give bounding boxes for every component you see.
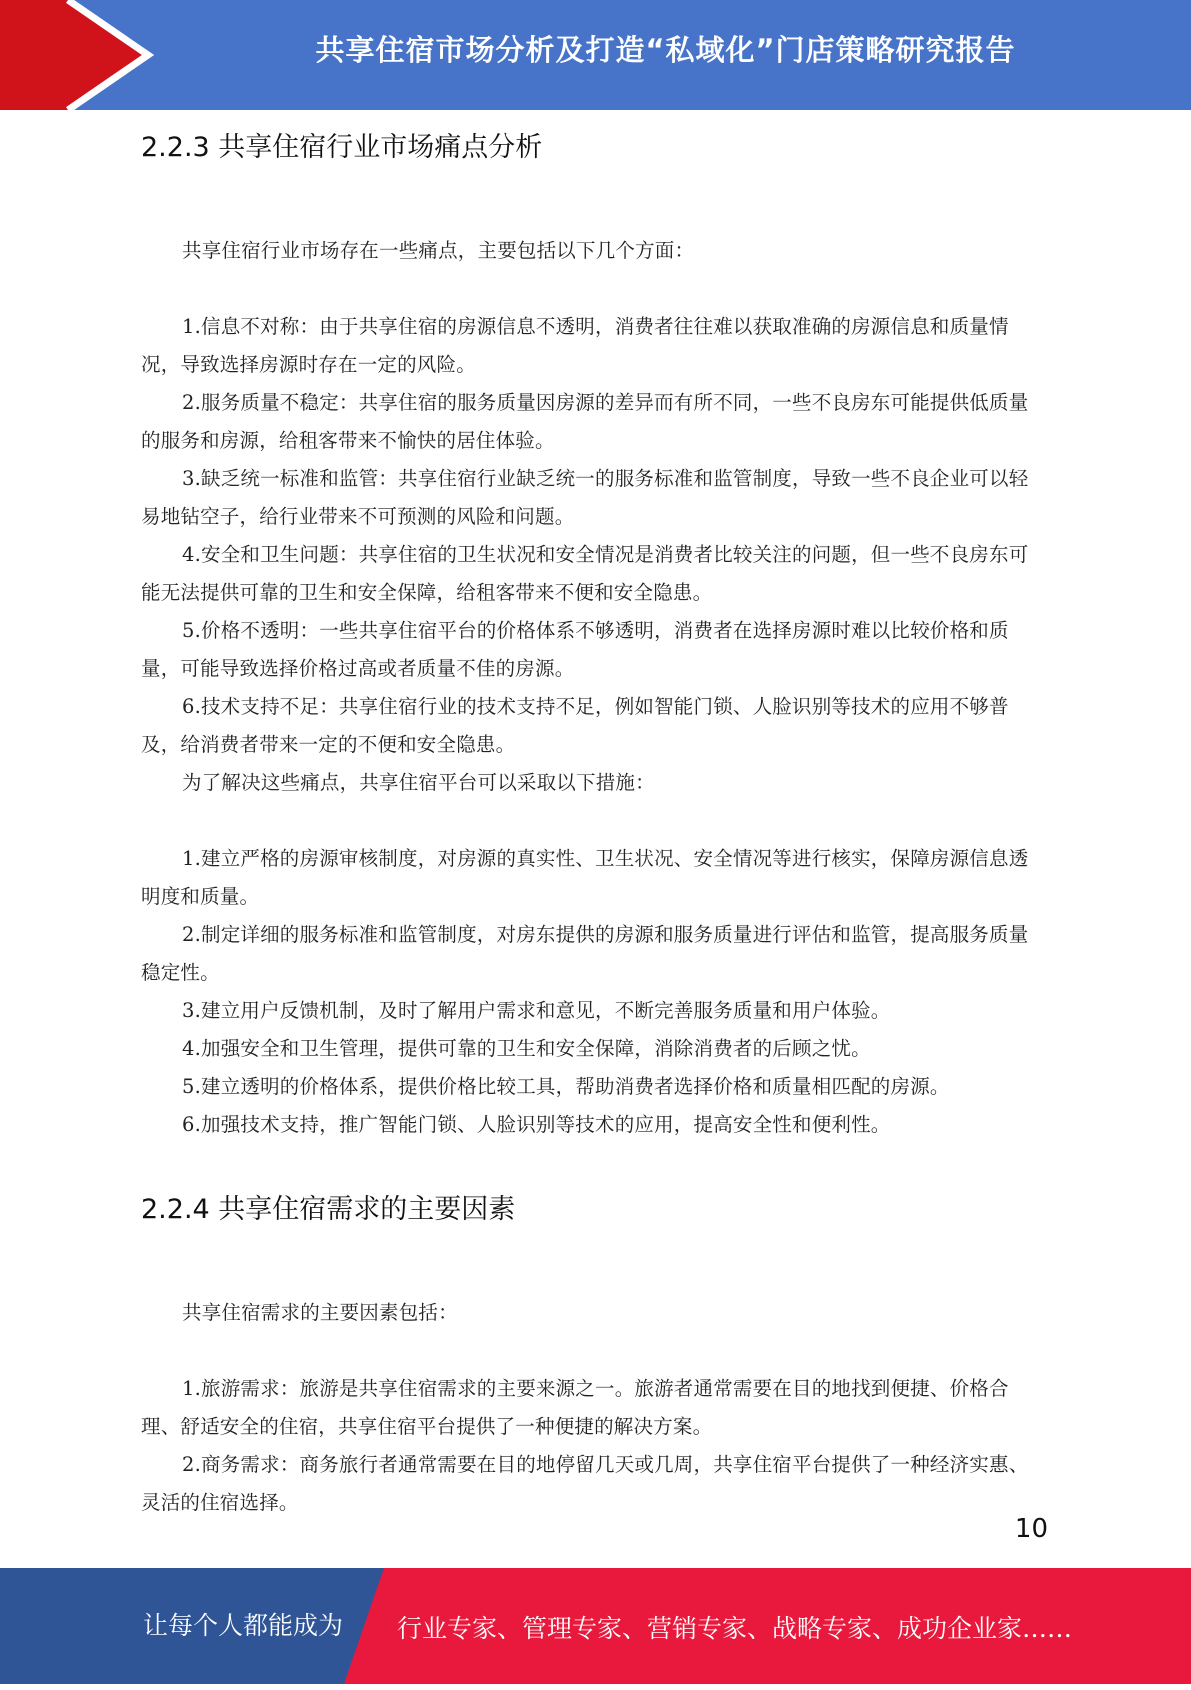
footer-slogan-left: 让每个人都能成为	[143, 1611, 344, 1640]
measures-intro: 为了解决这些痛点，共享住宿平台可以采取以下措施：	[182, 771, 655, 794]
header-red-block	[0, 0, 148, 110]
section-intro: 共享住宿行业市场存在一些痛点，主要包括以下几个方面：	[182, 239, 695, 262]
header-chevron-graphic	[0, 0, 160, 110]
measure-item: 1.建立严格的房源审核制度，对房源的真实性、卫生状况、安全情况等进行核实，保障房源信息透明度和质量。	[141, 847, 1029, 908]
measure-item: 3.建立用户反馈机制，及时了解用户需求和意见，不断完善服务质量和用户体验。	[182, 999, 891, 1022]
footer-slogan-right: 行业专家、管理专家、营销专家、战略专家、成功企业家……	[397, 1614, 1073, 1643]
demand-factor-item: 1.旅游需求：旅游是共享住宿需求的主要来源之一。旅游者通常需要在目的地找到便捷、价格合理、舒适安全的住宿，共享住宿平台提供了一种便捷的解决方案。	[141, 1377, 1009, 1438]
pain-point-item: 5.价格不透明：一些共享住宿平台的价格体系不够透明，消费者在选择房源时难以比较价格和质量，可能导致选择价格过高或者质量不佳的房源。	[141, 619, 1009, 680]
report-title: 共享住宿市场分析及打造“私域化”门店策略研究报告	[315, 33, 1016, 67]
measure-item: 4.加强安全和卫生管理，提供可靠的卫生和安全保障，消除消费者的后顾之忧。	[182, 1037, 871, 1060]
pain-point-item: 2.服务质量不稳定：共享住宿的服务质量因房源的差异而有所不同，一些不良房东可能提供低质量的服务和房源，给租客带来不愉快的居住体验。	[141, 391, 1029, 452]
measure-item: 2.制定详细的服务标准和监管制度，对房东提供的房源和服务质量进行评估和监管，提高服务质量稳定性。	[141, 923, 1029, 984]
section-heading-2-2-3: 2.2.3 共享住宿行业市场痛点分析	[141, 132, 543, 163]
page-footer	[0, 1568, 1191, 1684]
demand-factor-item: 2.商务需求：商务旅行者通常需要在目的地停留几天或几周，共享住宿平台提供了一种经济实惠、灵活的住宿选择。	[141, 1453, 1029, 1514]
pain-point-item: 1.信息不对称：由于共享住宿的房源信息不透明，消费者往往难以获取准确的房源信息和质量情况，导致选择房源时存在一定的风险。	[141, 315, 1009, 376]
section-heading-2-2-4: 2.2.4 共享住宿需求的主要因素	[141, 1194, 516, 1225]
page-header	[0, 0, 1191, 110]
measure-item: 6.加强技术支持，推广智能门锁、人脸识别等技术的应用，提高安全性和便利性。	[182, 1113, 891, 1136]
pain-point-item: 6.技术支持不足：共享住宿行业的技术支持不足，例如智能门锁、人脸识别等技术的应用不够普及，给消费者带来一定的不便和安全隐患。	[141, 695, 1009, 756]
page-number: 10	[1014, 1514, 1048, 1544]
pain-point-item: 4.安全和卫生问题：共享住宿的卫生状况和安全情况是消费者比较关注的问题，但一些不良房东可能无法提供可靠的卫生和安全保障，给租客带来不便和安全隐患。	[141, 543, 1029, 604]
measure-item: 5.建立透明的价格体系，提供价格比较工具，帮助消费者选择价格和质量相匹配的房源。	[182, 1075, 950, 1098]
section-intro: 共享住宿需求的主要因素包括：	[182, 1301, 458, 1324]
pain-point-item: 3.缺乏统一标准和监管：共享住宿行业缺乏统一的服务标准和监管制度，导致一些不良企业可以轻易地钻空子，给行业带来不可预测的风险和问题。	[141, 467, 1029, 528]
page-content	[141, 120, 1047, 1522]
